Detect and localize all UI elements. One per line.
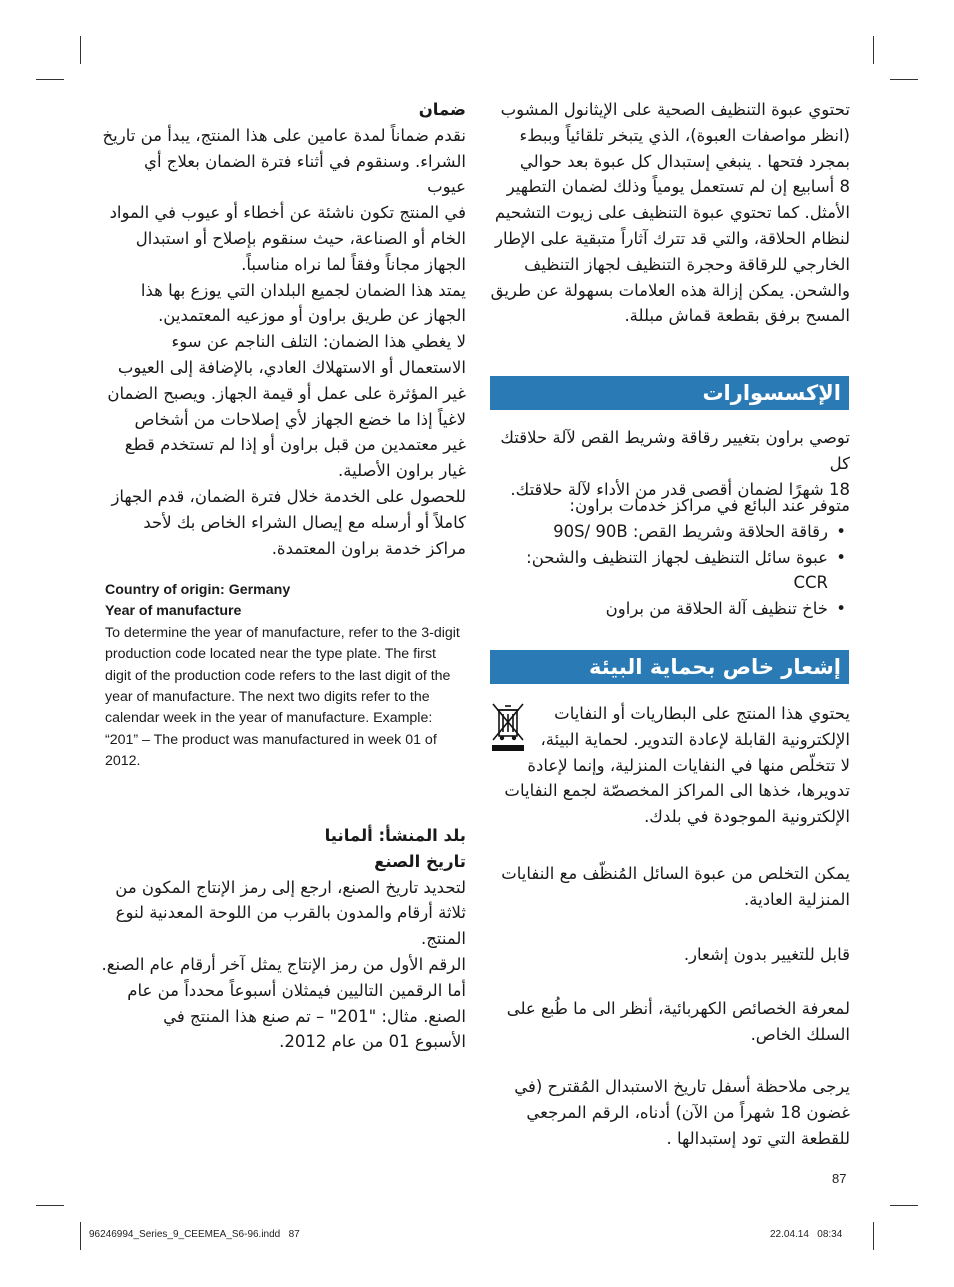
arabic-country-heading: بلد المنشأ: ألمانيا <box>324 826 466 845</box>
crop-mark <box>873 36 874 64</box>
accessories-list <box>490 519 850 622</box>
guarantee-section: ضمان نقدم ضماناً لمدة عامين على هذا المنتج، يبدأ من تاريخ الشراء. وسنقوم في أثناء فترة الضمان بعلاج أي عيوب في المنتج تكون ناشئة عن أخطاء أو عيوب في المواد الخام أو الصناعة، حيث سنقوم بإصلاح أو استبدال الجهاز مجاناً وفقاً لما نراه مناسباً. يمتد هذا الضمان لجميع البلدان التي يوزع بها هذا الجهاز عن طريق براون أو موزعيه المعتمدين. لا يغطي هذا الضمان: التلف الناجم عن سوء الاستعمال أو الاستهلاك العادي، بالإضافة إلى العيوب غير المؤثرة على عمل أو قيمة الجهاز. ويصبح الضمان لاغياً إذا ما خضع الجهاز لأي إصلاحات من أشخاص غير معتمدين من قبل براون أو إذا لم تستخدم قطع غيار براون الأصلية. للحصول على الخدمة خلال فترة الضمان، قدم الجهاز كاملاً أو أرسله مع إيصال الشراء الخاص بك لأحد مراكز خدمة براون المعتمدة. <box>100 97 466 561</box>
environmental-notice-heading: إشعار خاص بحماية البيئة <box>490 650 849 684</box>
list-item: • رقاقة الحلاقة وشريط القص: 90S/ 90B <box>490 519 850 545</box>
country-of-origin-heading: Country of origin: Germany <box>105 582 291 598</box>
crop-mark <box>36 1205 64 1206</box>
crop-mark <box>36 79 64 80</box>
footer-filename: 96246994_Series_9_CEEMEA_S6-96.indd 87 <box>89 1229 300 1240</box>
year-of-manufacture-text: To determine the year of manufacture, refer to the 3-digit production code located near the type plate. The first digit of the production code refers to the last digit of the year of manufacture. The next two digits refer to the calendar week in the year of manufacture. Example: “201” – The product was manufactured in week 01 of 2012. <box>105 624 460 770</box>
list-item: • عبوة سائل التنظيف لجهاز التنظيف والشحن: CCR <box>490 545 850 597</box>
country-of-origin-section <box>105 580 465 773</box>
crop-mark <box>890 1205 918 1206</box>
crop-mark <box>873 1222 874 1250</box>
crop-mark <box>80 36 81 64</box>
electrical-specs-text: لمعرفة الخصائص الكهربائية، أنظر الى ما طُبع على السلك الخاص. <box>506 999 850 1044</box>
replacement-date-text: يرجى ملاحظة أسفل تاريخ الاستبدال المُقترح (في غضون 18 شهراً من الآن) أدناه، الرقم المرجعي للقطعة التي تود إستبدالها . <box>514 1077 850 1148</box>
environmental-notice-text: يحتوي هذا المنتج على البطاريات أو النفايات الإلكترونية القابلة لإعادة التدوير. لحماية البيئة، لا تتخلّص منها في النفايات المنزلية، وإنما لإعادة تدويرها، خذها الى المراكز المخصصّة لجمع النفايات الإلكترونية الموجودة في بلدك. <box>504 704 850 827</box>
list-item: • خاخ تنظيف آلة الحلاقة من براون <box>490 596 850 622</box>
change-notice: قابل للتغيير بدون إشعار. <box>683 945 850 964</box>
year-of-manufacture-heading: Year of manufacture <box>105 603 242 620</box>
footer-timestamp: 22.04.14 08:34 <box>770 1229 843 1240</box>
crop-mark <box>890 79 918 80</box>
guarantee-heading: ضمان <box>418 100 466 119</box>
accessories-heading: الإكسسوارات <box>490 376 849 410</box>
arabic-year-heading: تاريخ الصنع <box>374 851 466 871</box>
cleaning-cartridge-paragraph: تحتوي عبوة التنظيف الصحية على الإيثانول المشوب (انظر مواصفات العبوة)، الذي يتبخر تلقائياً وببطء بمجرد فتحها . ينبغي إستبدال كل عبوة بعد حوالي 8 أسابيع إن لم تستعمل يومياً وذلك لضمان التطهير الأمثل. كما تحتوي عبوة التنظيف على زيوت التشحيم لنظام الحلاقة، والتي قد تترك آثاراً متبقية على الإطار الخارجي للرقاقة وحجرة التنظيف لجهاز التنظيف والشحن. يمكن إزالة هذه العلامات بسهولة عن طريق المسح برفق بقطعة قماش مبللة. <box>490 100 850 326</box>
available-at-dealer: متوفر عند البائع في مراكز خدمات براون: • رقاقة الحلاقة وشريط القص: 90S/ 90B • عبوة سائل التنظيف لجهاز التنظيف والشحن: CCR • خاخ تنظيف آلة الحلاقة من براون <box>490 493 850 622</box>
arabic-origin-section: بلد المنشأ: ألمانيا تاريخ الصنع لتحديد تاريخ الصنع، ارجع إلى رمز الإنتاج المكون من ثلاثة أرقام والمدون بالقرب من اللوحة المعدنية لنوع المنتج. الرقم الأول من رمز الإنتاج يمثل آخر أرقام عام الصنع. أما الرقمين التاليين فيمثلان أسبوعاً محدداً من عام الصنع. مثال: "201" – تم صنع هذا المنتج في الأسبوع 01 من عام 2012. <box>100 823 466 1055</box>
crop-mark <box>80 1222 81 1250</box>
page-number: 87 <box>832 1171 847 1186</box>
accessories-text: توصي براون بتغيير رقاقة وشريط القص لآلة حلاقتك كل 18 شهرًا لضمان أقصى قدر من الأداء لآلة حلاقتك. <box>500 428 850 499</box>
disposal-text: يمكن التخلص من عبوة السائل المُنظّف مع النفايات المنزلية العادية. <box>501 864 850 909</box>
